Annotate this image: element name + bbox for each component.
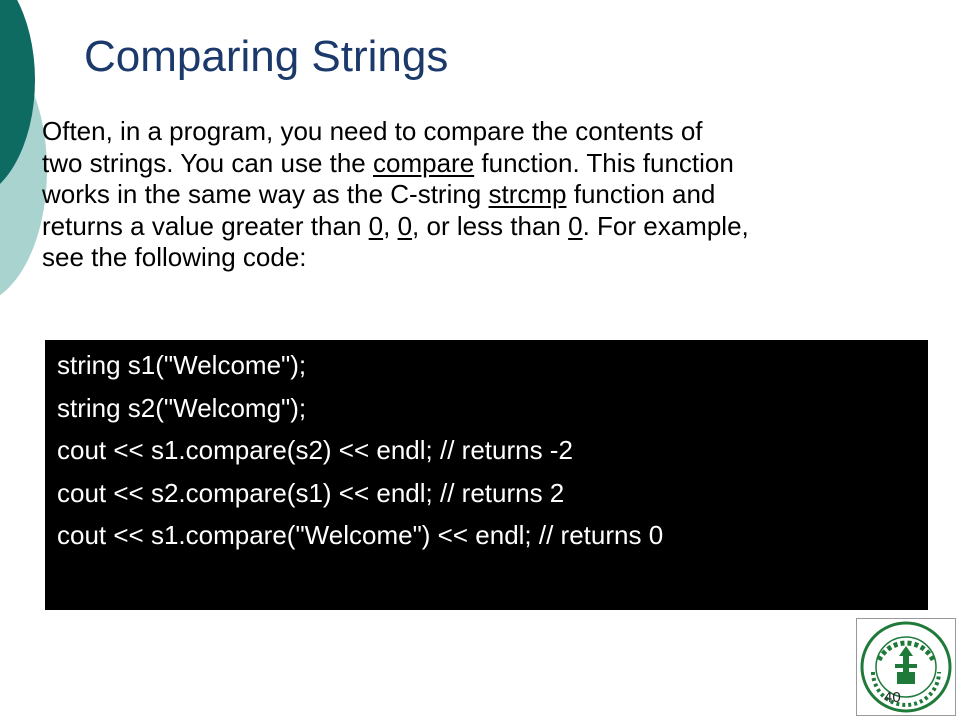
- university-logo: [856, 618, 956, 716]
- body-text-segment: two strings. You can use the: [42, 147, 373, 178]
- code-line: cout << s1.compare("Welcome") << endl; // returns 0: [57, 520, 664, 550]
- body-paragraph: [42, 116, 942, 274]
- body-text-segment: function and: [566, 179, 716, 209]
- slide-title: Comparing Strings: [84, 32, 449, 81]
- body-line: [42, 179, 942, 211]
- body-text-segment: returns a value greater than: [42, 210, 369, 241]
- body-line: [42, 211, 942, 243]
- body-text-segment: works in the same way as the C-string: [42, 179, 489, 209]
- body-text-segment: , or less than: [412, 210, 569, 241]
- body-text-segment: see the following code:: [42, 242, 307, 272]
- underlined-term: strcmp: [488, 179, 567, 209]
- underlined-term: 0: [368, 210, 384, 241]
- page-number: 40: [884, 689, 901, 706]
- body-text-segment: . For example,: [582, 210, 749, 241]
- body-line: [42, 148, 942, 180]
- code-line: cout << s1.compare(s2) << endl; // returns -2: [57, 435, 573, 465]
- body-line: [42, 242, 942, 274]
- body-line: [42, 116, 942, 148]
- body-text-segment: function. This function: [474, 147, 734, 178]
- code-block: [45, 340, 928, 610]
- body-text-segment: ,: [383, 210, 398, 241]
- code-line: string s2("Welcomg");: [57, 392, 307, 423]
- underlined-term: 0: [568, 210, 583, 241]
- underlined-term: 0: [397, 210, 413, 241]
- code-line: cout << s2.compare(s1) << endl; // returns 2: [57, 477, 565, 508]
- body-text-segment: Often, in a program, you need to compare the contents of: [42, 116, 703, 146]
- code-line: string s1("Welcome");: [57, 350, 307, 380]
- underlined-term: compare: [373, 147, 475, 178]
- university-seal-icon: [859, 620, 953, 714]
